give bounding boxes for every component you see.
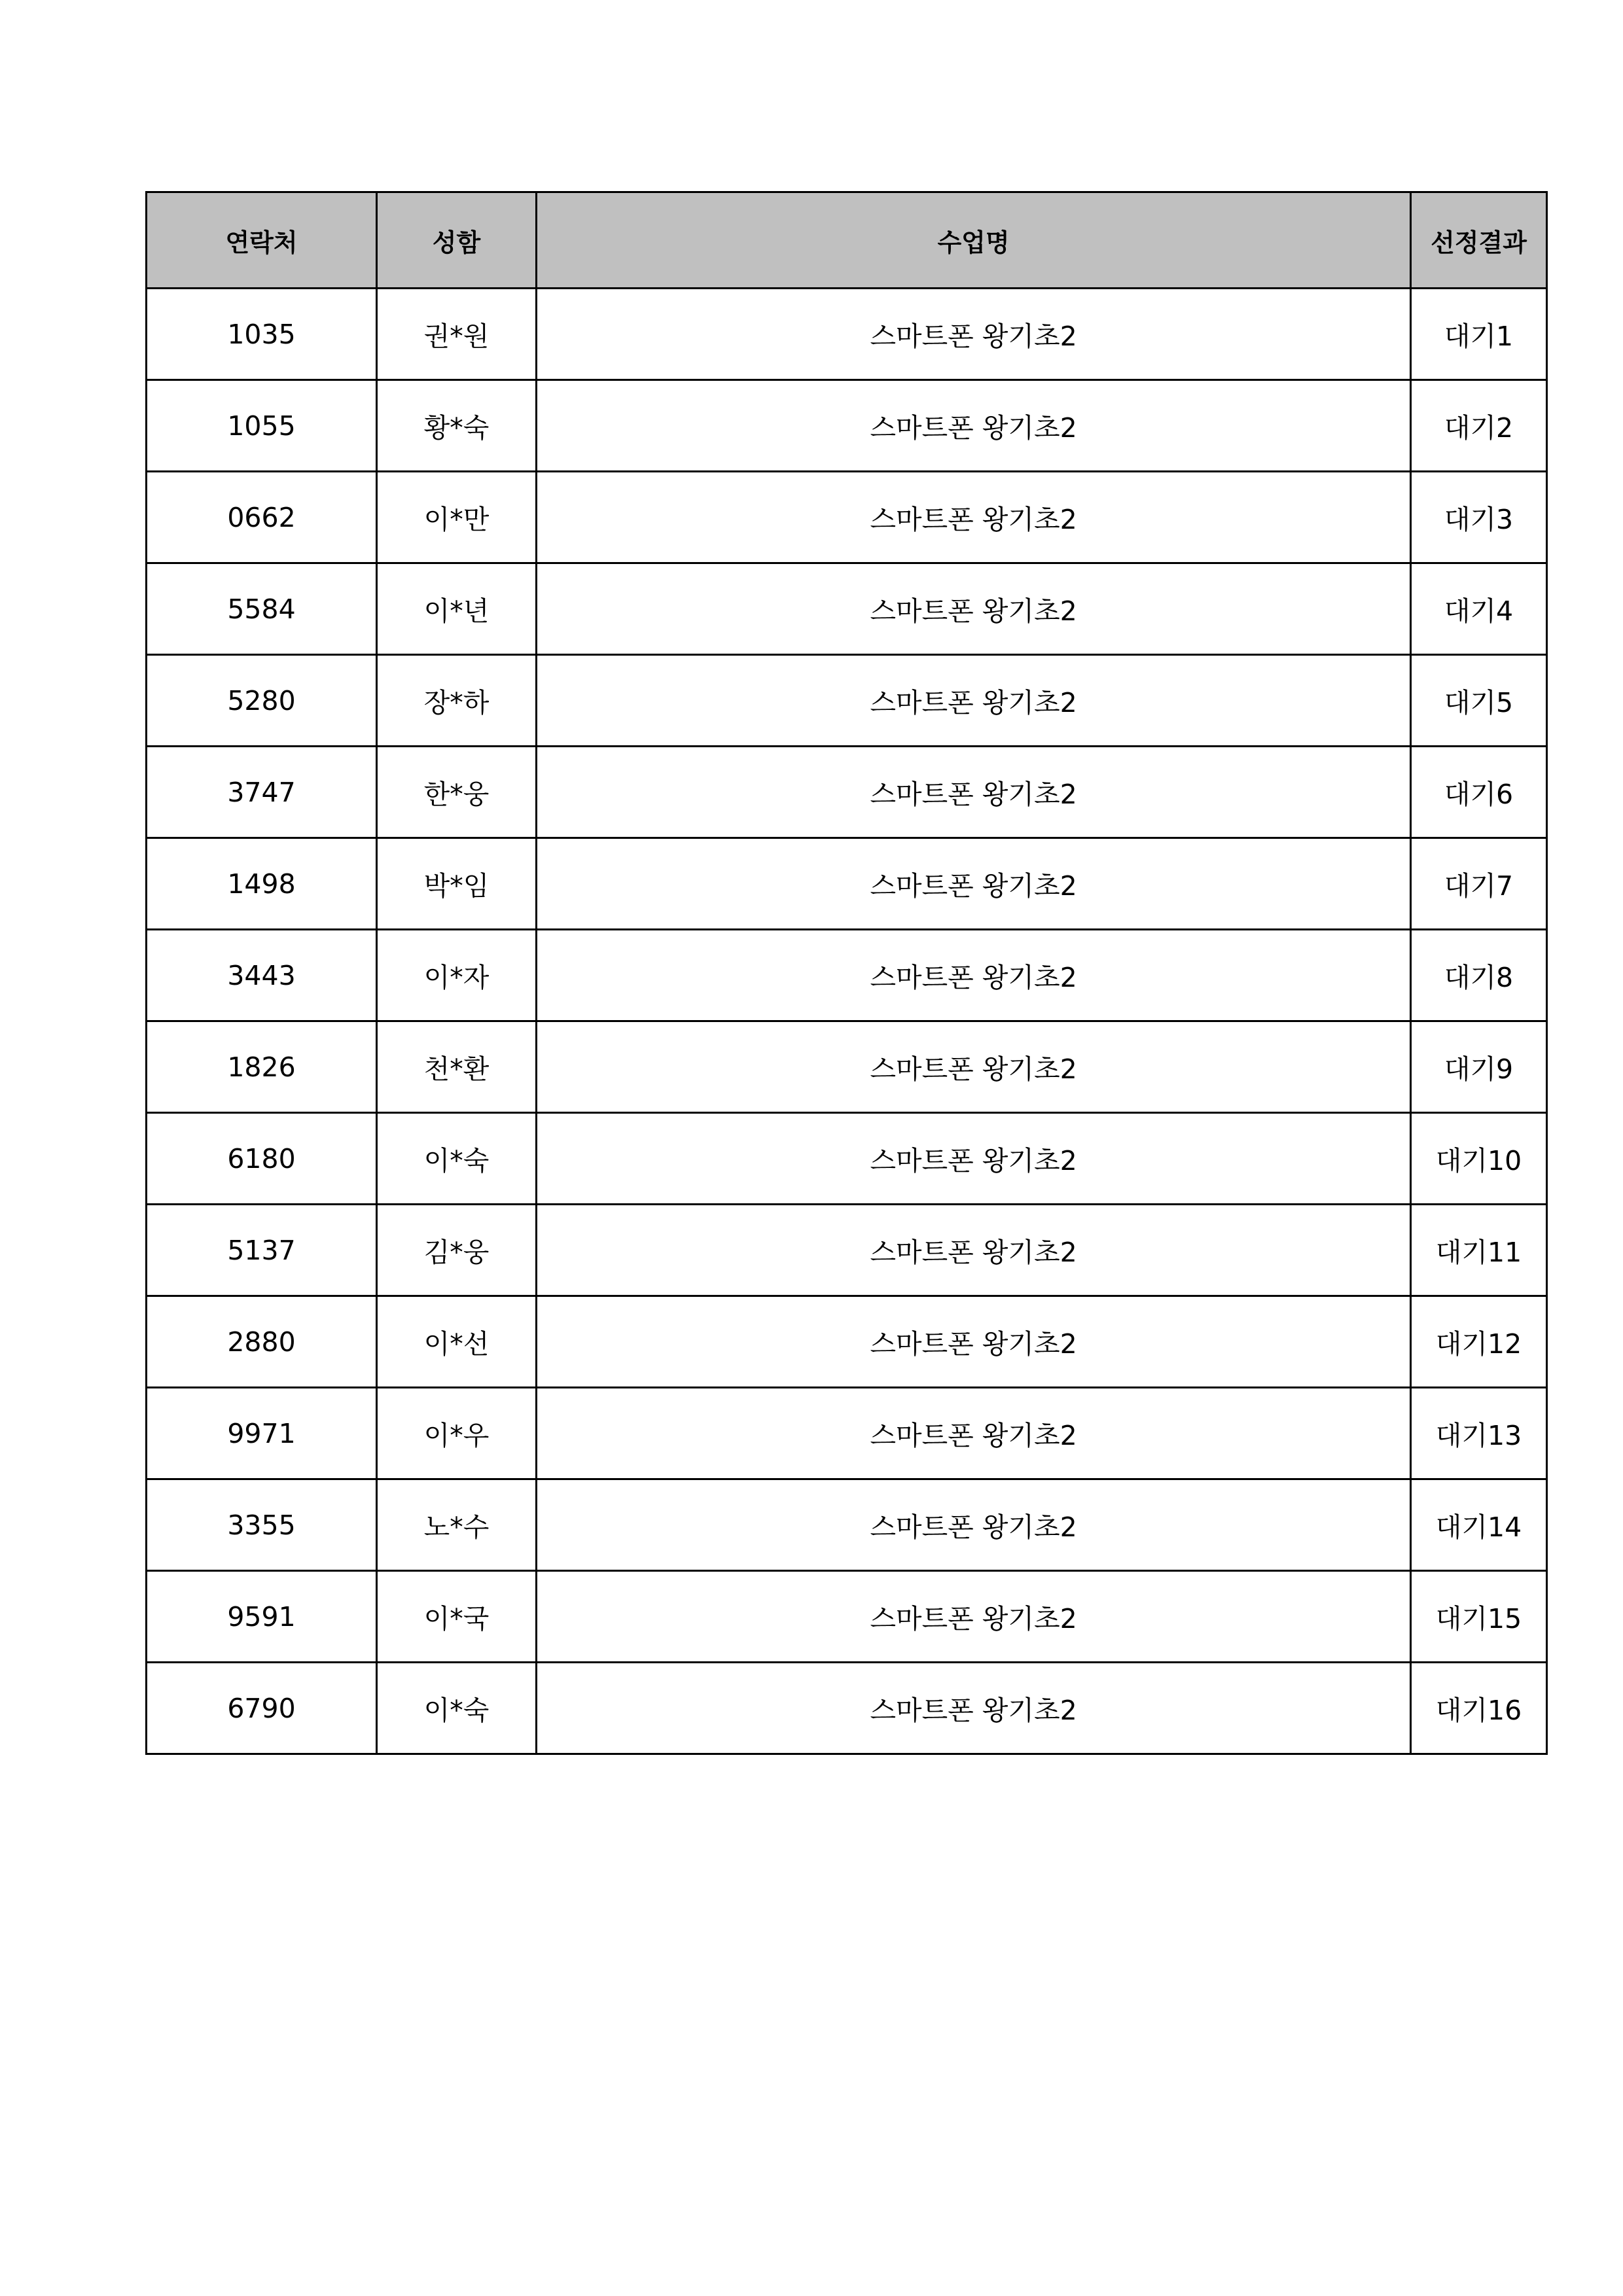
cell-class: 스마트폰 왕기초2 [537, 1663, 1411, 1754]
cell-result: 대기16 [1411, 1663, 1547, 1754]
cell-phone: 5137 [147, 1205, 377, 1296]
cell-name: 천*환 [377, 1021, 537, 1113]
table-row [147, 563, 1547, 655]
cell-phone: 3747 [147, 747, 377, 838]
table-row [147, 1021, 1547, 1113]
cell-class: 스마트폰 왕기초2 [537, 838, 1411, 930]
table-row [147, 472, 1547, 563]
cell-phone: 2880 [147, 1296, 377, 1388]
cell-result: 대기2 [1411, 380, 1547, 472]
cell-result: 대기3 [1411, 472, 1547, 563]
header-name: 성함 [377, 192, 537, 289]
cell-phone: 3355 [147, 1479, 377, 1571]
table-row [147, 380, 1547, 472]
table-row [147, 1571, 1547, 1663]
cell-result: 대기12 [1411, 1296, 1547, 1388]
header-phone: 연락처 [147, 192, 377, 289]
header-class: 수업명 [537, 192, 1411, 289]
cell-class: 스마트폰 왕기초2 [537, 380, 1411, 472]
header-result: 선정결과 [1411, 192, 1547, 289]
cell-phone: 1498 [147, 838, 377, 930]
cell-phone: 9971 [147, 1388, 377, 1479]
cell-result: 대기7 [1411, 838, 1547, 930]
table-body [147, 289, 1547, 1754]
cell-name: 박*임 [377, 838, 537, 930]
cell-result: 대기15 [1411, 1571, 1547, 1663]
cell-class: 스마트폰 왕기초2 [537, 930, 1411, 1021]
cell-class: 스마트폰 왕기초2 [537, 1296, 1411, 1388]
cell-phone: 1035 [147, 289, 377, 380]
table-row [147, 655, 1547, 747]
cell-name: 장*하 [377, 655, 537, 747]
cell-result: 대기14 [1411, 1479, 1547, 1571]
cell-class: 스마트폰 왕기초2 [537, 655, 1411, 747]
cell-class: 스마트폰 왕기초2 [537, 1571, 1411, 1663]
cell-class: 스마트폰 왕기초2 [537, 1113, 1411, 1205]
cell-name: 이*숙 [377, 1663, 537, 1754]
cell-phone: 1826 [147, 1021, 377, 1113]
cell-result: 대기9 [1411, 1021, 1547, 1113]
cell-name: 이*숙 [377, 1113, 537, 1205]
cell-class: 스마트폰 왕기초2 [537, 747, 1411, 838]
table-row [147, 838, 1547, 930]
cell-class: 스마트폰 왕기초2 [537, 1021, 1411, 1113]
cell-name: 한*웅 [377, 747, 537, 838]
table-row [147, 1663, 1547, 1754]
table-row [147, 289, 1547, 380]
cell-result: 대기10 [1411, 1113, 1547, 1205]
cell-name: 권*원 [377, 289, 537, 380]
cell-class: 스마트폰 왕기초2 [537, 472, 1411, 563]
cell-name: 이*국 [377, 1571, 537, 1663]
cell-class: 스마트폰 왕기초2 [537, 1479, 1411, 1571]
cell-result: 대기4 [1411, 563, 1547, 655]
waitlist-table [145, 191, 1548, 1755]
cell-result: 대기6 [1411, 747, 1547, 838]
cell-phone: 3443 [147, 930, 377, 1021]
table-row [147, 1296, 1547, 1388]
cell-class: 스마트폰 왕기초2 [537, 1205, 1411, 1296]
cell-phone: 5280 [147, 655, 377, 747]
table-row [147, 1479, 1547, 1571]
cell-phone: 5584 [147, 563, 377, 655]
table-row [147, 1388, 1547, 1479]
cell-class: 스마트폰 왕기초2 [537, 563, 1411, 655]
cell-result: 대기5 [1411, 655, 1547, 747]
cell-phone: 1055 [147, 380, 377, 472]
cell-name: 이*만 [377, 472, 537, 563]
cell-phone: 0662 [147, 472, 377, 563]
cell-result: 대기13 [1411, 1388, 1547, 1479]
table-row [147, 1205, 1547, 1296]
table-header [147, 192, 1547, 289]
cell-name: 이*년 [377, 563, 537, 655]
cell-class: 스마트폰 왕기초2 [537, 289, 1411, 380]
cell-name: 이*선 [377, 1296, 537, 1388]
header-row [147, 192, 1547, 289]
cell-phone: 6180 [147, 1113, 377, 1205]
cell-class: 스마트폰 왕기초2 [537, 1388, 1411, 1479]
cell-name: 이*우 [377, 1388, 537, 1479]
cell-name: 노*수 [377, 1479, 537, 1571]
cell-name: 황*숙 [377, 380, 537, 472]
cell-phone: 6790 [147, 1663, 377, 1754]
table-row [147, 930, 1547, 1021]
table-row [147, 747, 1547, 838]
table-row [147, 1113, 1547, 1205]
cell-result: 대기1 [1411, 289, 1547, 380]
cell-result: 대기11 [1411, 1205, 1547, 1296]
cell-name: 이*자 [377, 930, 537, 1021]
cell-result: 대기8 [1411, 930, 1547, 1021]
cell-name: 김*웅 [377, 1205, 537, 1296]
cell-phone: 9591 [147, 1571, 377, 1663]
